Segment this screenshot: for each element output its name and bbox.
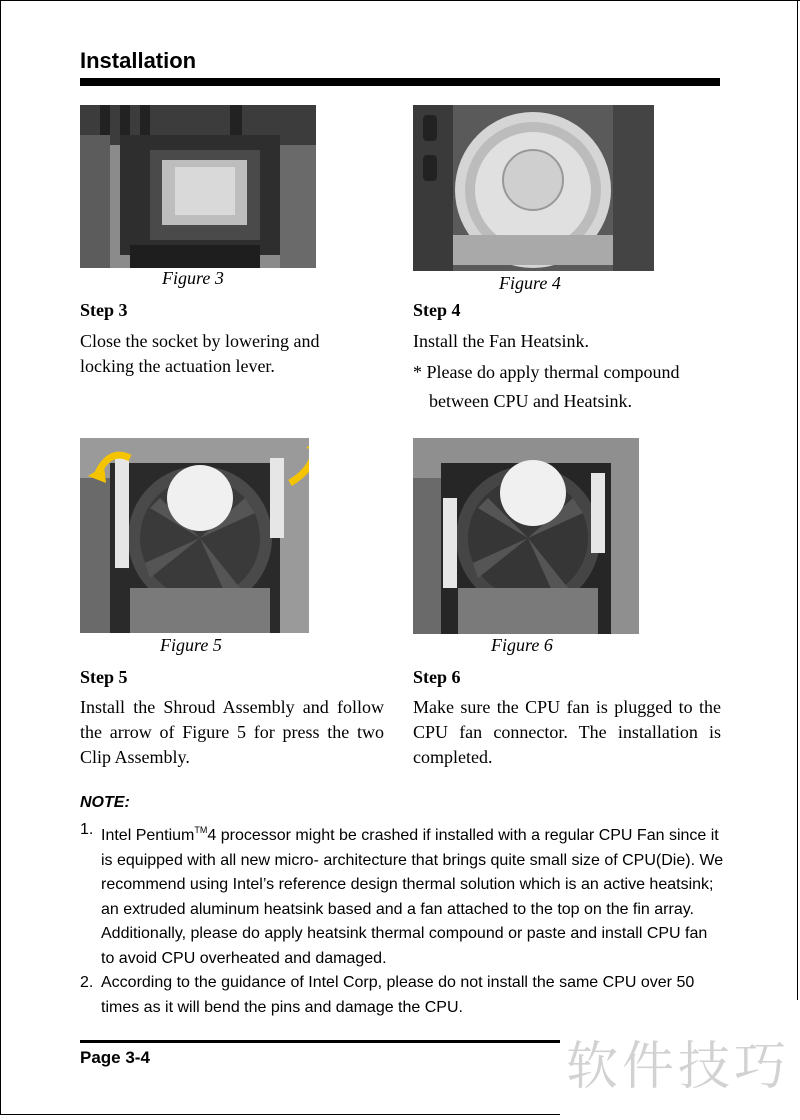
note-list [80,818,725,1020]
trademark-sup: TM [194,825,208,835]
section-title-rule [80,78,720,86]
step-4-title: Step 4 [413,300,461,320]
figure-5-photo [80,438,309,633]
footer-rule [80,1040,560,1043]
step-6-title: Step 6 [413,667,461,687]
watermark: 软件技巧 [566,1037,791,1097]
step-5-text: Install the Shroud Assembly and follow the arrow of Figure 5 for press the two Clip Assembly. [80,697,384,767]
note-item-text [101,818,725,922]
step-6-text: Make sure the CPU fan is plugged to the CPU fan connector. The installation is completed. [413,697,721,767]
step-3-line: Close the socket by lowering and [80,331,320,351]
figure-3-photo [80,105,316,268]
note-title: NOTE: [80,794,130,811]
page-border-top [0,0,800,1]
figure-4-caption: Figure 4 [499,273,561,293]
note-item [80,971,725,1020]
step-3-line: locking the actuation lever. [80,356,275,376]
note-item-number: 1. [80,821,94,838]
note-item-extra: Additionally, please do apply heatsink thermal compound or paste and install CPU fan to avoid CPU overheated and damaged. [101,925,708,967]
figure-6-caption: Figure 6 [491,635,553,655]
note-item-text-post: 4 processor might be crashed if installed with a regular CPU Fan since it is equipped with all new micro- architecture that brings quite small size of CPU(Die). We recommend using Intel’s reference design thermal solution which is an active heatsink; an extruded aluminum heatsink based and a fan attached to the top on the fin array. [101,827,724,918]
step-4-text [413,329,723,414]
step-4-line: Install the Fan Heatsink. [413,331,589,351]
figure-5-caption: Figure 5 [160,635,222,655]
note-item-number: 2. [80,974,94,991]
page-number: Page 3-4 [80,1048,150,1067]
step-5-title: Step 5 [80,667,128,687]
note-item [80,818,725,971]
step-3-title: Step 3 [80,300,128,320]
figure-3-caption: Figure 3 [162,268,224,288]
step-4-line: between CPU and Heatsink. [429,391,632,411]
figure-4-photo [413,105,654,271]
page-border-bottom [0,1114,560,1115]
step-3-text [80,329,390,379]
section-title: Installation [80,48,197,73]
note-item-text-pre: Intel Pentium [101,827,195,844]
step-4-line: * Please do apply thermal compound [413,362,680,382]
note-item-text: According to the guidance of Intel Corp, please do not install the same CPU over 50 times as it will bend the pins and damage the CPU. [101,974,695,1016]
page-border-right [797,0,798,1000]
figure-6-photo [413,438,639,634]
page-border-left [0,0,1,1115]
